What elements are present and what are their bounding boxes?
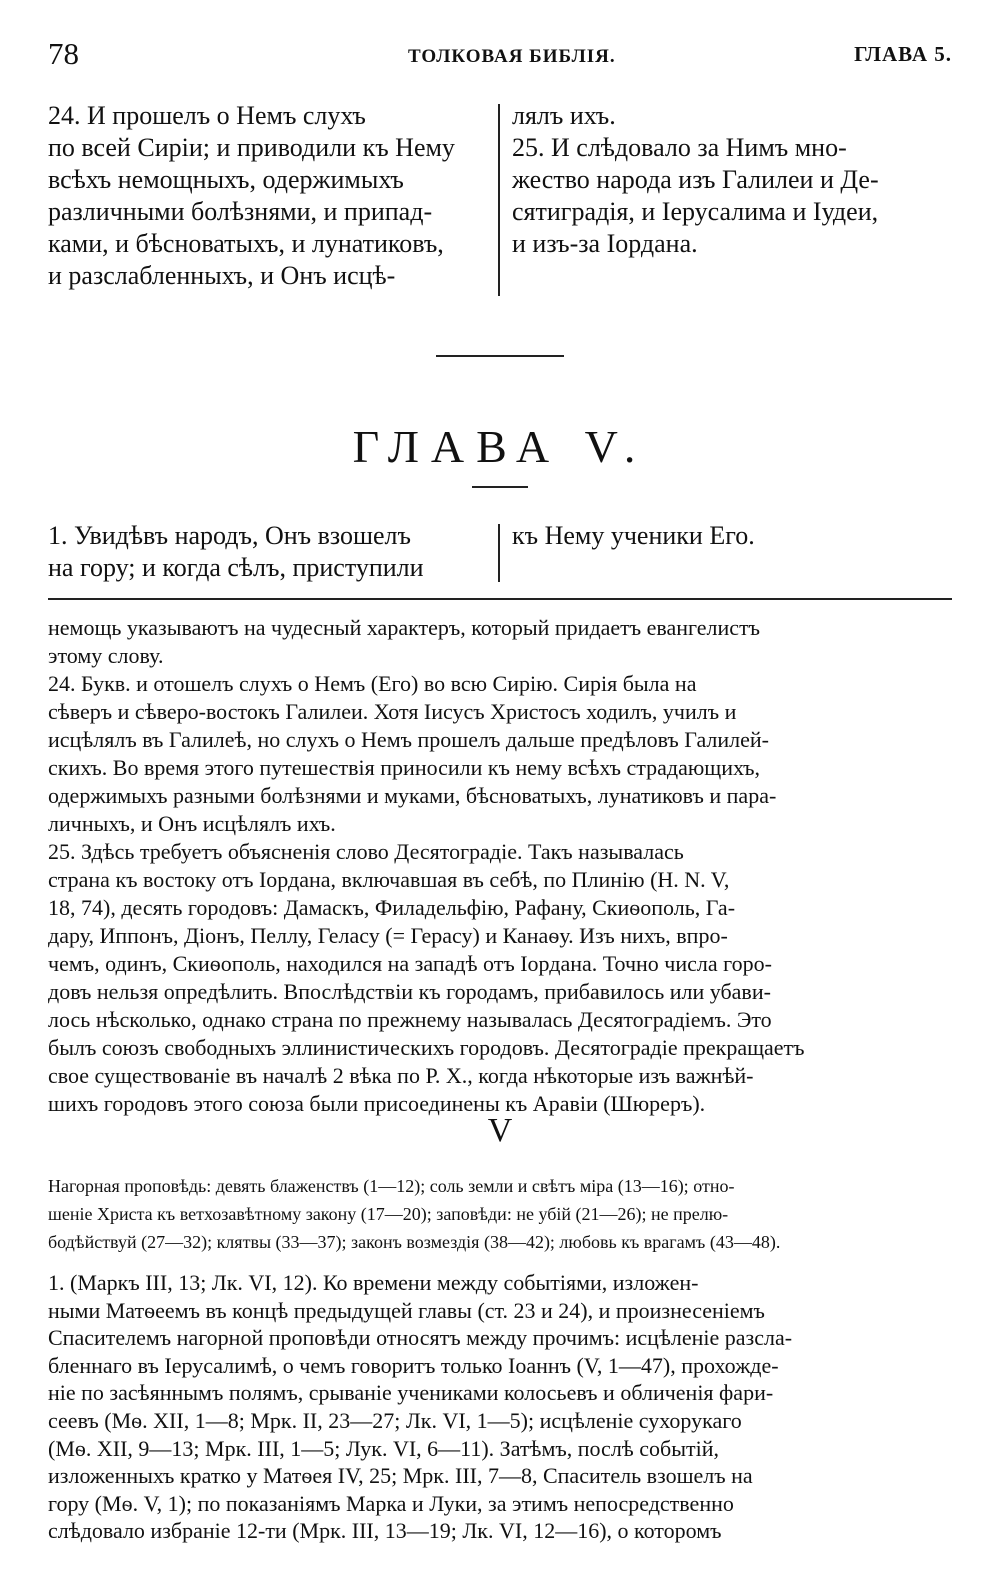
verse-left-column: 1. Увидѣвъ народъ, Онъ взошелъ на гору; и когда сѣлъ, приступили bbox=[48, 521, 424, 582]
verses-chapter-5 bbox=[48, 520, 952, 584]
commentary-body: 1. (Маркъ III, 13; Лк. VI, 12). Ко времени между событіями, изложен- ными Матѳеемъ въ концѣ предыдущей главы (ст. 23 и 24), и произнесеніемъ Спасителемъ нагорной проповѣди относятъ между прочимъ: исцѣленіе разсла- бленнаго въ Іерусалимѣ, о чемъ говоритъ только Іоаннъ (V, 1—47), прохожде- ніе по засѣяннымъ полямъ, срываніе учениками колосьевъ и обличенія фари- сеевъ (Мѳ. XII, 1—8; Мрк. II, 23—27; Лк. VI, 1—5); исцѣленіе сухорукаго (Мѳ. XII, 9—13; Мрк. III, 1—5; Лук. VI, 6—11). Затѣмъ, послѣ событій, изложенныхъ кратко у Матѳея IV, 25; Мрк. III, 7—8, Спаситель взошелъ на гору (Мѳ. V, 1); по показаніямъ Марка и Луки, за этимъ непосредственно слѣдовало избраніе 12-ти (Мрк. III, 13—19; Лк. VI, 12—16), о которомъ bbox=[48, 1270, 793, 1544]
section-rule bbox=[436, 355, 564, 357]
verses-top-right-column: лялъ ихъ. 25. И слѣдовало за Нимъ мно- жество народа изъ Галилеи и Де- сятиградія, и Іерусалима и Іудеи, и изъ-за Іордана. bbox=[512, 101, 879, 258]
heading-rule bbox=[472, 486, 528, 488]
column-divider bbox=[498, 524, 500, 582]
column-divider bbox=[498, 104, 500, 296]
footnote-rule bbox=[48, 598, 952, 600]
running-header bbox=[48, 36, 952, 76]
running-chapter: ГЛАВА 5. bbox=[854, 42, 952, 66]
running-title: ТОЛКОВАЯ БИБЛІЯ. bbox=[408, 46, 616, 67]
section-numeral: V bbox=[487, 1112, 513, 1149]
verses-top bbox=[48, 100, 952, 292]
verses-top-left-column: 24. И прошелъ о Немъ слухъ по всей Сиріи; и приводили къ Нему всѣхъ немощныхъ, одержимыхъ различными болѣзнями, и припад- ками, и бѣсноватыхъ, и лунатиковъ, и разслабленныхъ, и Онъ исцѣ- bbox=[48, 101, 455, 290]
page-number: 78 bbox=[48, 36, 79, 71]
chapter-summary: Нагорная проповѣдь: девять блаженствъ (1—12); соль земли и свѣтъ міра (13—16); отно- шеніе Христа къ ветхозавѣтному закону (17—20); заповѣди: не убій (21—26); не прелю- бодѣйствуй (27—32); клятвы (33—37); законъ возмездія (38—42); любовь къ врагамъ (43—48). bbox=[48, 1176, 781, 1252]
commentary-text: немощь указываютъ на чудесный характеръ, который придаетъ евангелистъ этому слову. 24. Букв. и отошелъ слухъ о Немъ (Его) во всю Сирію. Сирія была на сѣверъ и сѣверо-востокъ Галилеи. Хотя Іисусъ Христосъ ходилъ, училъ и исцѣлялъ въ Галилеѣ, но слухъ о Немъ прошелъ дальше предѣловъ Галилей- скихъ. Во время этого путешествія приносили къ нему всѣхъ страдающихъ, одержимыхъ разными болѣзнями и муками, бѣсноватыхъ, лунатиковъ и пара- личныхъ, и Онъ исцѣлялъ ихъ. 25. Здѣсь требуетъ объясненія слово Десятоградіе. Такъ называлась страна къ востоку отъ Іордана, включавшая въ себѣ, по Плинію (H. N. V, 18, 74), десять городовъ: Дамаскъ, Филадельфію, Рафану, Скиѳополь, Га- дару, Иппонъ, Діонъ, Пеллу, Геласу (= Герасу) и Канаѳу. Изъ нихъ, впро- чемъ, одинъ, Скиѳополь, находился на западѣ отъ Іордана. Точно числа горо- довъ нельзя опредѣлить. Впослѣдствіи къ городамъ, прибавилось или убави- лось нѣсколько, однако страна по прежнему называлась Десятоградіемъ. Это былъ союзъ свободныхъ эллинистическихъ городовъ. Десятоградіе прекращаетъ свое существованіе въ началѣ 2 вѣка по Р. Х., когда нѣкоторые изъ важнѣй- шихъ городовъ этого союза были присоединены къ Аравіи (Шюреръ). bbox=[48, 615, 805, 1116]
verse-right-column: къ Нему ученики Его. bbox=[512, 521, 755, 550]
chapter-heading: ГЛАВА V. bbox=[352, 421, 648, 472]
